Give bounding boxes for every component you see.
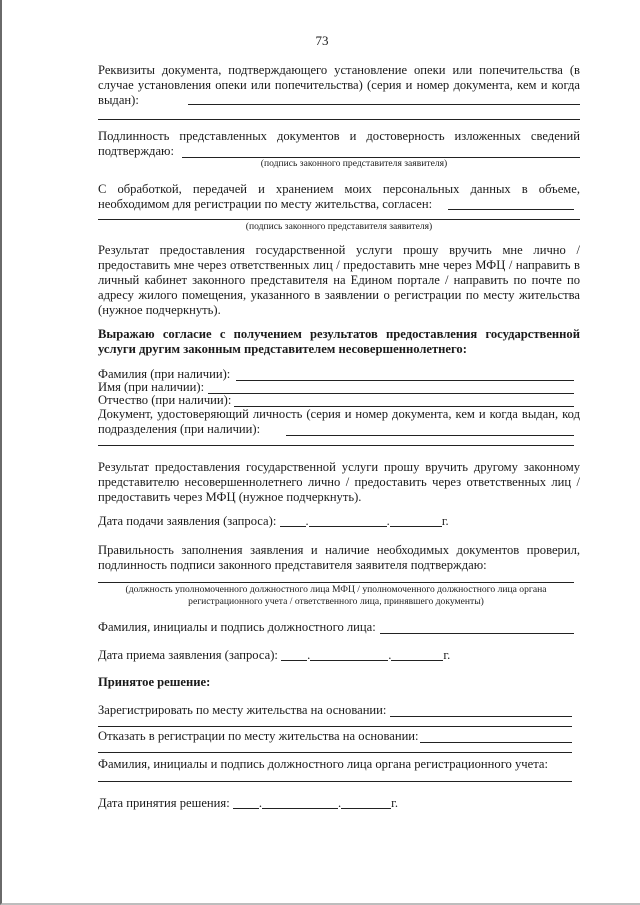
submission-date-row: Дата подачи заявления (запроса): . . г. <box>98 514 449 528</box>
patronymic-label: Отчество (при наличии): <box>98 393 232 407</box>
first-name-field[interactable] <box>208 393 574 394</box>
result-delivery-self-label: Результат предоставления государственной услуги прошу вручить мне лично / предоставить мне через ответственных лиц / предоставить мне через МФЦ / направить в личный кабинет законного представителя на Едином портале / направить по почте по адресу жилого помещения, указанного в заявлении о регистрации по месту жительства (нужное подчеркнуть). <box>98 243 580 317</box>
register-basis-row <box>98 703 386 718</box>
received-date-row: Дата приема заявления (запроса): . . г. <box>98 648 451 662</box>
authenticity-text <box>98 129 580 159</box>
submission-date-year-suffix: г. <box>441 514 449 528</box>
received-date-year-suffix: г. <box>443 648 451 662</box>
submission-date-label: Дата подачи заявления (запроса): <box>98 514 277 528</box>
received-date-month-field[interactable] <box>310 649 388 661</box>
patronymic-row <box>98 393 231 408</box>
surname-field[interactable] <box>236 380 574 381</box>
identity-document-label: Документ, удостоверяющий личность (серия и номер документа, кем и когда выдан, код подразделения (при наличии): <box>98 407 580 436</box>
personal-data-signature-line[interactable] <box>98 219 580 220</box>
result-delivery-other-label: Результат предоставления государственной услуги прошу вручить другому законному представителю несовершеннолетнего лично / предоставить через ответственных лиц / предоставить через МФЦ (нужное подчеркнуть). <box>98 460 580 504</box>
register-basis-label: Зарегистрировать по месту жительства на основании: <box>98 703 387 717</box>
registration-official-row <box>98 757 548 772</box>
received-date-year-field[interactable] <box>391 649 443 661</box>
other-representative-heading: Выражаю согласие с получением результатов предоставления государственной услуги другим законным представителем несовершеннолетнего: <box>98 327 580 356</box>
refusal-basis-field[interactable] <box>420 742 572 743</box>
correctness-check-label: Правильность заполнения заявления и наличие необходимых документов проверил, подлинность подписи законного представителя заявителя подтверждаю: <box>98 543 580 572</box>
identity-document-text <box>98 407 580 437</box>
page-number: 73 <box>315 33 329 48</box>
decision-date-year-suffix: г. <box>391 796 399 810</box>
guardianship-details-field-line2[interactable] <box>98 119 580 120</box>
submission-date-month-field[interactable] <box>309 515 387 527</box>
authenticity-label: Подлинность представленных документов и достоверность изложенных сведений подтверждаю: <box>98 129 580 158</box>
correctness-check-text <box>98 543 580 573</box>
refusal-basis-field-line2[interactable] <box>98 752 572 753</box>
authenticity-signature-caption: (подпись законного представителя заявителя) <box>260 158 448 169</box>
personal-data-signature-caption: (подпись законного представителя заявителя) <box>245 221 433 232</box>
guardianship-details-field[interactable] <box>188 104 580 105</box>
register-basis-field[interactable] <box>390 716 572 717</box>
decision-heading: Принятое решение: <box>98 675 211 689</box>
received-date-label: Дата приема заявления (запроса): <box>98 648 278 662</box>
result-delivery-self-text <box>98 243 580 318</box>
refusal-basis-label: Отказать в регистрации по месту жительства на основании: <box>98 729 419 743</box>
decision-date-row: Дата принятия решения: . . г. <box>98 796 399 810</box>
submission-date-year-field[interactable] <box>390 515 442 527</box>
official-fio-row <box>98 620 376 635</box>
refusal-basis-row <box>98 729 419 744</box>
submission-date-day-field[interactable] <box>280 515 306 527</box>
decision-date-month-field[interactable] <box>262 797 338 809</box>
surname-label: Фамилия (при наличии): <box>98 367 231 381</box>
first-name-label: Имя (при наличии): <box>98 380 205 394</box>
guardianship-details-text <box>98 63 580 108</box>
personal-data-consent-field[interactable] <box>448 209 574 210</box>
official-position-field[interactable] <box>98 582 574 583</box>
personal-data-consent-text <box>98 182 580 212</box>
identity-document-field[interactable] <box>286 435 574 436</box>
register-basis-field-line2[interactable] <box>98 726 572 727</box>
registration-official-field[interactable] <box>98 781 572 782</box>
guardianship-details-label: Реквизиты документа, подтверждающего установление опеки или попечительства (в случае установления опеки или попечительства) (серия и номер документа, кем и когда выдан): <box>98 63 580 107</box>
result-delivery-other-text <box>98 460 580 505</box>
identity-document-field-line2[interactable] <box>98 445 574 446</box>
official-fio-label: Фамилия, инициалы и подпись должностного лица: <box>98 620 376 634</box>
official-fio-field[interactable] <box>380 633 574 634</box>
received-date-day-field[interactable] <box>281 649 307 661</box>
decision-date-label: Дата принятия решения: <box>98 796 230 810</box>
personal-data-consent-label: С обработкой, передачей и хранением моих персональных данных в объеме, необходимом для регистрации по месту жительства, согласен: <box>98 182 580 211</box>
official-position-caption: (должность уполномоченного должностного лица МФЦ / уполномоченного должностного лица органа регистрационного учета / ответственного лица, принявшего документы) <box>125 584 547 607</box>
decision-date-year-field[interactable] <box>341 797 391 809</box>
registration-official-label: Фамилия, инициалы и подпись должностного лица органа регистрационного учета: <box>98 757 548 771</box>
decision-date-day-field[interactable] <box>233 797 259 809</box>
